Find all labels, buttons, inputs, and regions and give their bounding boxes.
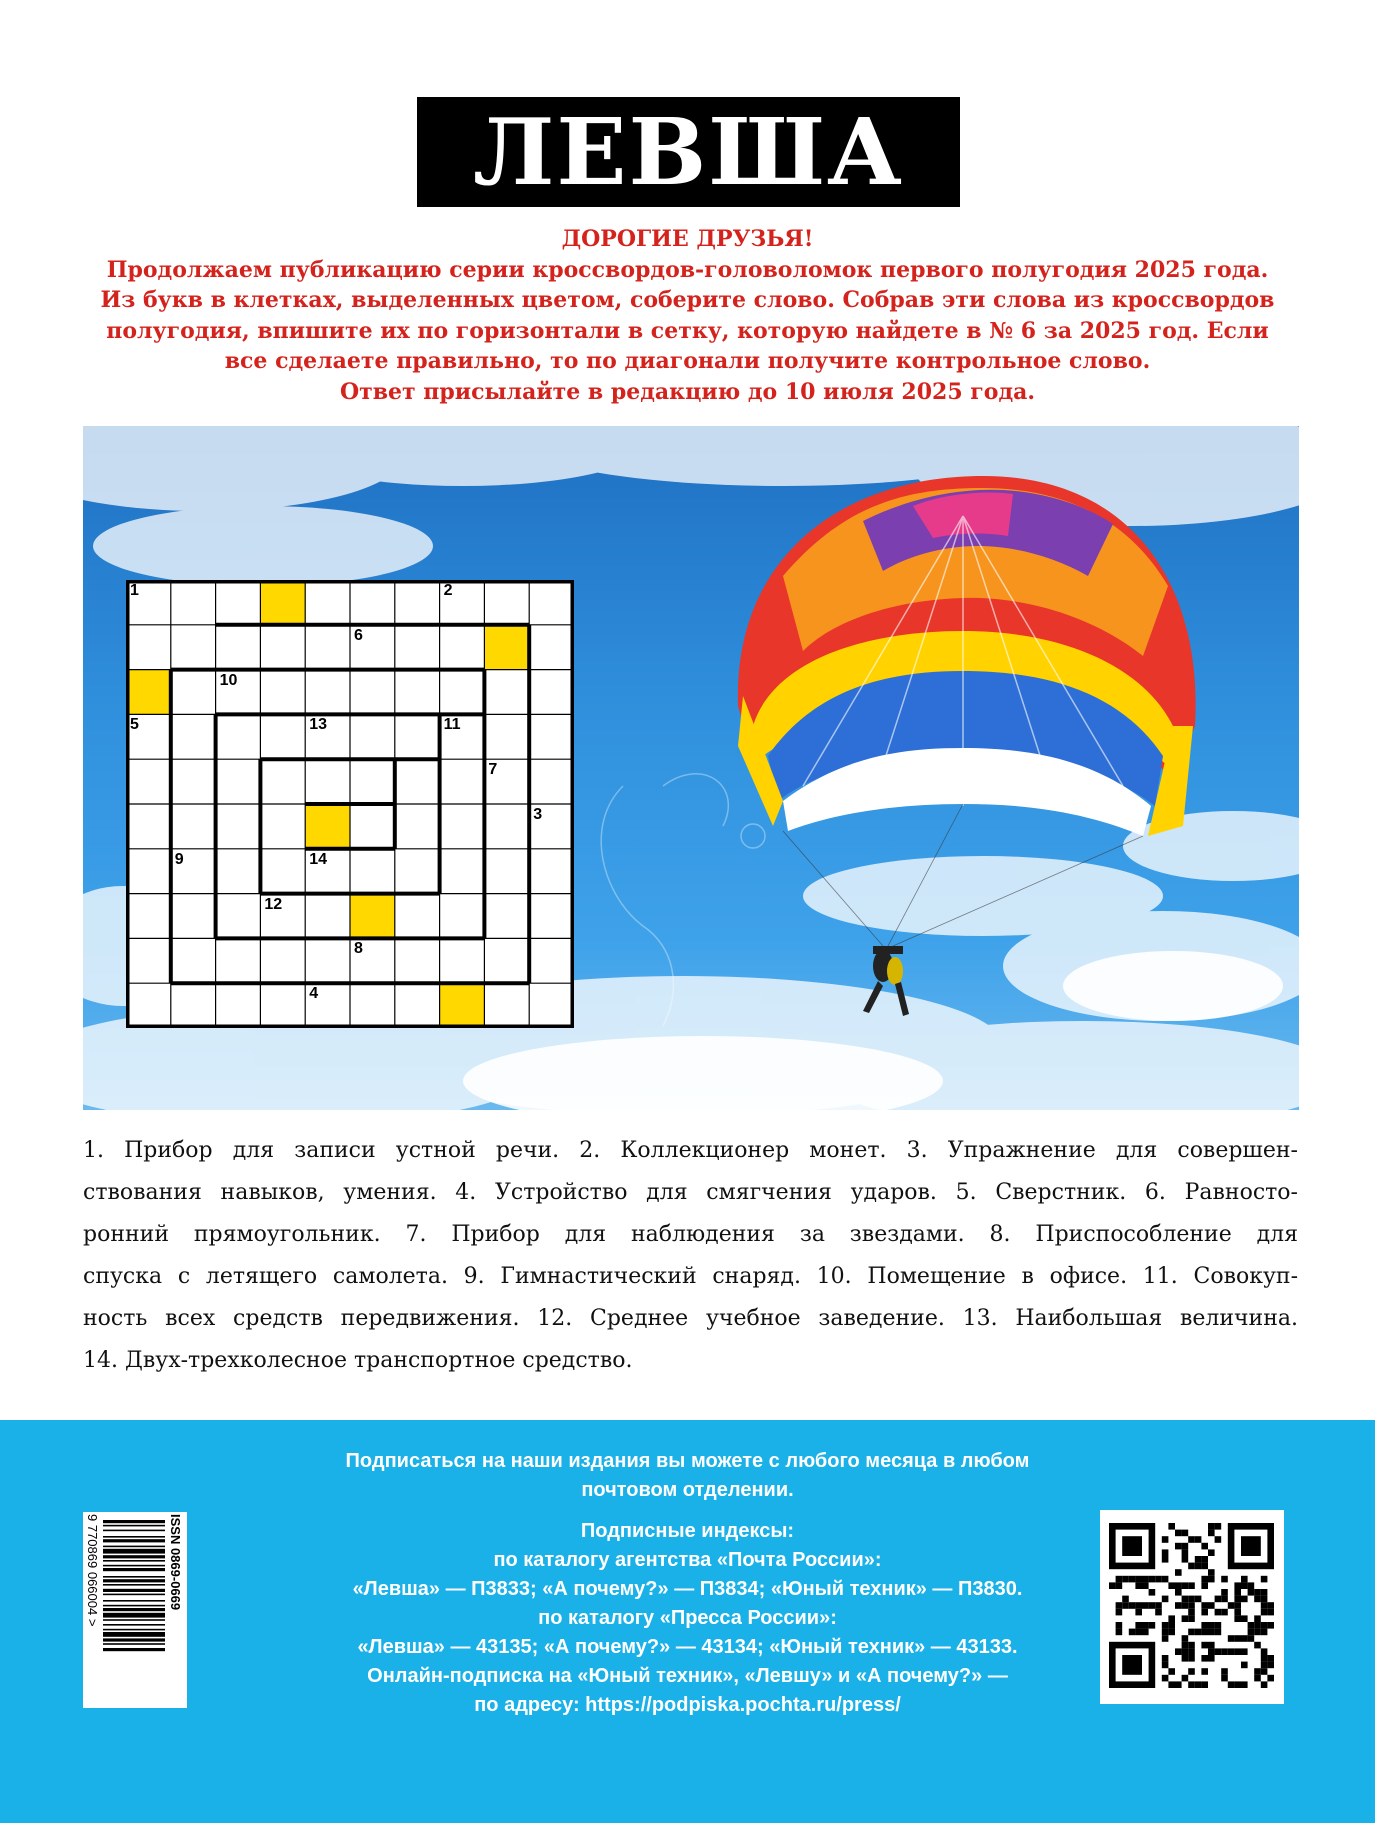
intro-text: [80, 224, 1295, 407]
catalog-values: «Левша» — П3833; «А почему?» — П3834; «Юный техник» — П3830.: [352, 1578, 1023, 1600]
clue-line: ность всех средств передвижения. 12. Среднее учебное заведение. 13. Наибольшая величина.: [83, 1306, 1298, 1331]
logo-text: ЛЕВША: [473, 98, 904, 206]
clue-line: 14. Двух-трехколесное транспортное средство.: [83, 1348, 633, 1373]
qr-code-image: [1100, 1510, 1284, 1704]
intro-line: Из букв в клетках, выделенных цветом, соберите слово. Собрав эти слова из кроссвордов: [100, 287, 1275, 313]
subscription-text: почтовом отделении.: [581, 1479, 794, 1501]
clue-number: 2: [443, 582, 453, 599]
clue-line: ронний прямоугольник. 7. Прибор для наблюдения за звездами. 8. Приспособление для: [83, 1222, 1298, 1247]
crossword-borders: [126, 580, 574, 1028]
clue-number: 9: [174, 850, 184, 868]
clue-number: 12: [264, 895, 283, 913]
online-subscription-url[interactable]: по адресу: https://podpiska.pochta.ru/press/: [474, 1694, 901, 1716]
clue-line: 1. Прибор для записи устной речи. 2. Коллекционер монет. 3. Упражнение для совершен-: [83, 1138, 1298, 1163]
catalog-title: по каталогу агентства «Почта России»:: [493, 1549, 882, 1571]
barcode: [83, 1512, 187, 1708]
issn-text: ISSN 0869-0669: [168, 1514, 183, 1611]
clue-number: 14: [309, 850, 327, 868]
clue-number: 7: [488, 761, 498, 779]
barcode-number: 9 770869 066004 >: [85, 1514, 100, 1627]
indexes-title: Подписные индексы:: [580, 1520, 795, 1542]
clue-number: 4: [309, 985, 319, 1003]
clue-number: 10: [219, 671, 238, 689]
clue-number: 3: [533, 806, 543, 823]
intro-line: Ответ присылайте в редакцию до 10 июля 2025 года.: [339, 378, 1036, 405]
clue-line: ствования навыков, умения. 4. Устройство для смягчения ударов. 5. Сверстник. 6. Равносто-: [83, 1180, 1298, 1205]
crossword-clues: [83, 1130, 1298, 1382]
intro-line: полугодия, впишите их по горизонтали в сетку, которую найдете в № 6 за 2025 год. Если: [106, 317, 1269, 344]
online-subscription: Онлайн-подписка на «Юный техник», «Левшу» и «А почему?» —: [367, 1665, 1008, 1687]
intro-line: все сделаете правильно, то по диагонали получите контрольное слово.: [224, 348, 1151, 374]
qr-code[interactable]: [1100, 1510, 1284, 1704]
clue-number: 1: [130, 582, 139, 599]
magazine-logo: [417, 97, 960, 207]
clue-number: 11: [443, 716, 461, 734]
subscription-text: Подписаться на наши издания вы можете с любого месяца в любом: [345, 1450, 1030, 1472]
catalog-values: «Левша» — 43135; «А почему?» — 43134; «Юный техник» — 43133.: [357, 1636, 1018, 1658]
catalog-title: по каталогу «Пресса России»:: [538, 1607, 837, 1629]
subscription-info: [200, 1447, 1175, 1720]
clue-number: 8: [354, 940, 363, 958]
clue-number: 6: [354, 626, 363, 644]
clue-number: 5: [130, 716, 139, 734]
crossword-grid: [126, 580, 574, 1028]
clue-number: 13: [309, 716, 327, 734]
clue-line: спуска с летящего самолета. 9. Гимнастический снаряд. 10. Помещение в офисе. 11. Совокуп-: [83, 1264, 1298, 1289]
intro-line: Продолжаем публикацию серии кроссвордов-головоломок первого полугодия 2025 года.: [106, 256, 1269, 283]
intro-heading: ДОРОГИЕ ДРУЗЬЯ!: [561, 226, 814, 252]
